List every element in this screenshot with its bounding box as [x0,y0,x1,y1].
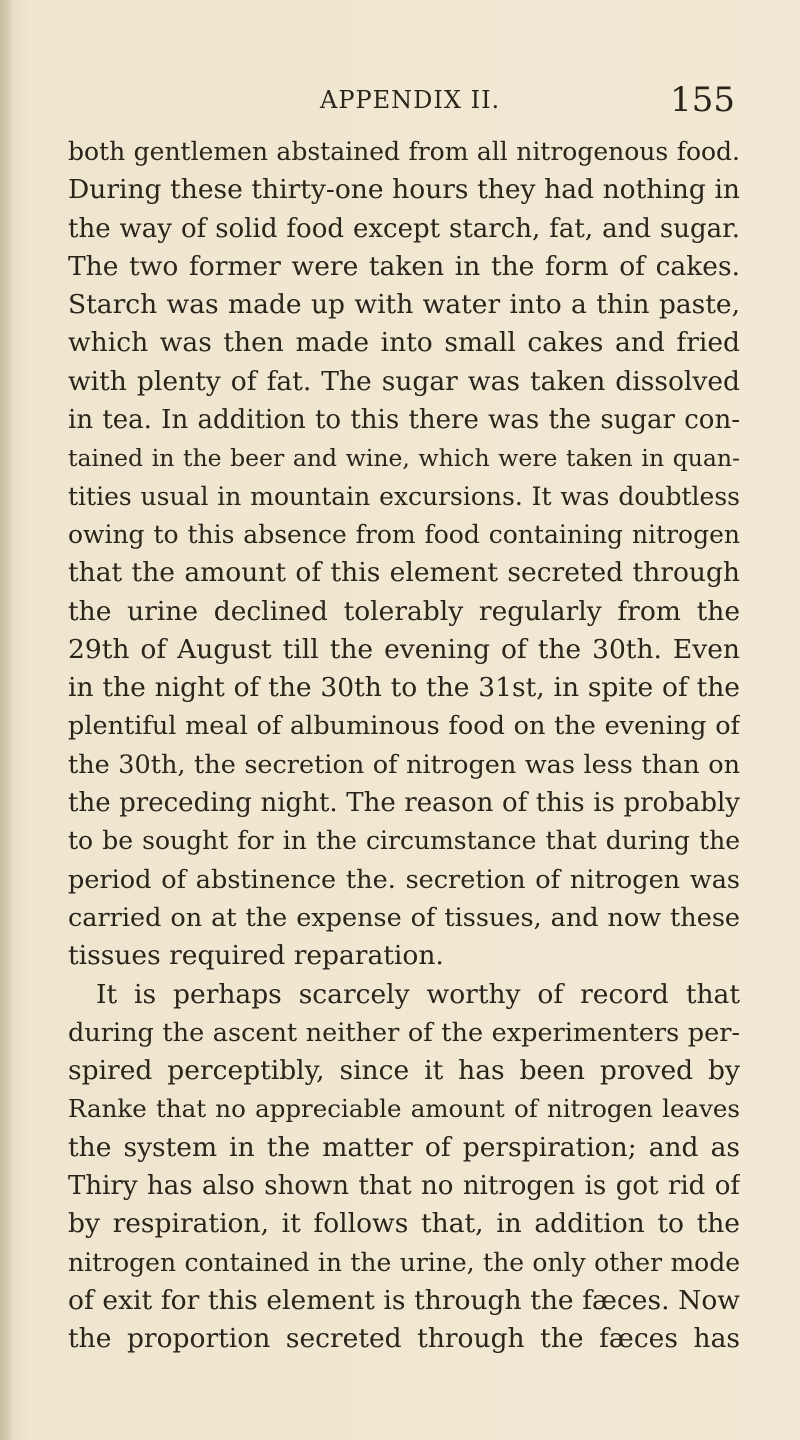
text-line: Starch was made up with water into a thin paste, [68,289,740,321]
text-line: nitrogen contained in the urine, the only other mode [68,1247,740,1277]
text-line: Thiry has also shown that no nitrogen is got rid of [68,1171,740,1202]
text-line: carried on at the expense of tissues, and now these [68,902,740,933]
text-line: both gentlemen abstained from all nitrogenous food. [68,137,740,166]
text-line: the 30th, the secretion of nitrogen was less than on [68,749,740,780]
spine-shadow [0,0,14,1440]
text-line: of exit for this element is through the fæces. Now [68,1284,740,1316]
text-line: to be sought for in the circumstance that during the [68,826,740,856]
text-line-paragraph-end: tissues required reparation. [68,940,444,972]
text-line: The two former were taken in the form of cakes. [68,250,740,282]
page-number: 155 [670,80,735,120]
text-line: the preceding night. The reason of this is probably [68,788,740,819]
running-head-title: APPENDIX II. [320,86,501,114]
text-line: the system in the matter of perspiration; and as [68,1131,740,1163]
text-line: by respiration, it follows that, in addition to the [68,1208,740,1240]
text-line: period of abstinence the. secretion of nitrogen was [68,864,740,895]
text-line: the urine declined tolerably regularly from the [68,595,740,627]
text-line: the way of solid food except starch, fat, and sugar. [68,213,740,244]
text-line: tities usual in mountain excursions. It was doubtless [68,481,740,511]
text-line: During these thirty-one hours they had nothing in [68,174,740,206]
text-line-paragraph-start: It is perhaps scarcely worthy of record that [96,978,740,1010]
text-line: 29th of August till the evening of the 30th. Even [68,633,740,665]
text-line: plentiful meal of albuminous food on the evening of [68,711,740,742]
text-line: in the night of the 30th to the 31st, in spite of the [68,672,740,704]
body-text [68,133,740,1359]
running-head [0,80,800,120]
text-line: tained in the beer and wine, which were taken in quan- [68,444,740,473]
text-line: that the amount of this element secreted through [68,557,740,589]
text-line: owing to this absence from food containing nitrogen [68,519,740,549]
text-line: with plenty of fat. The sugar was taken dissolved [68,365,740,397]
text-line: Ranke that no appreciable amount of nitrogen leaves [68,1094,740,1124]
text-line: the proportion secreted through the fæces has [68,1323,740,1355]
text-line: during the ascent neither of the experimenters per- [68,1017,740,1048]
text-line: which was then made into small cakes and fried [68,327,740,359]
text-line: in tea. In addition to this there was the sugar con- [68,405,740,436]
text-line: spired perceptibly, since it has been proved by [68,1055,740,1087]
